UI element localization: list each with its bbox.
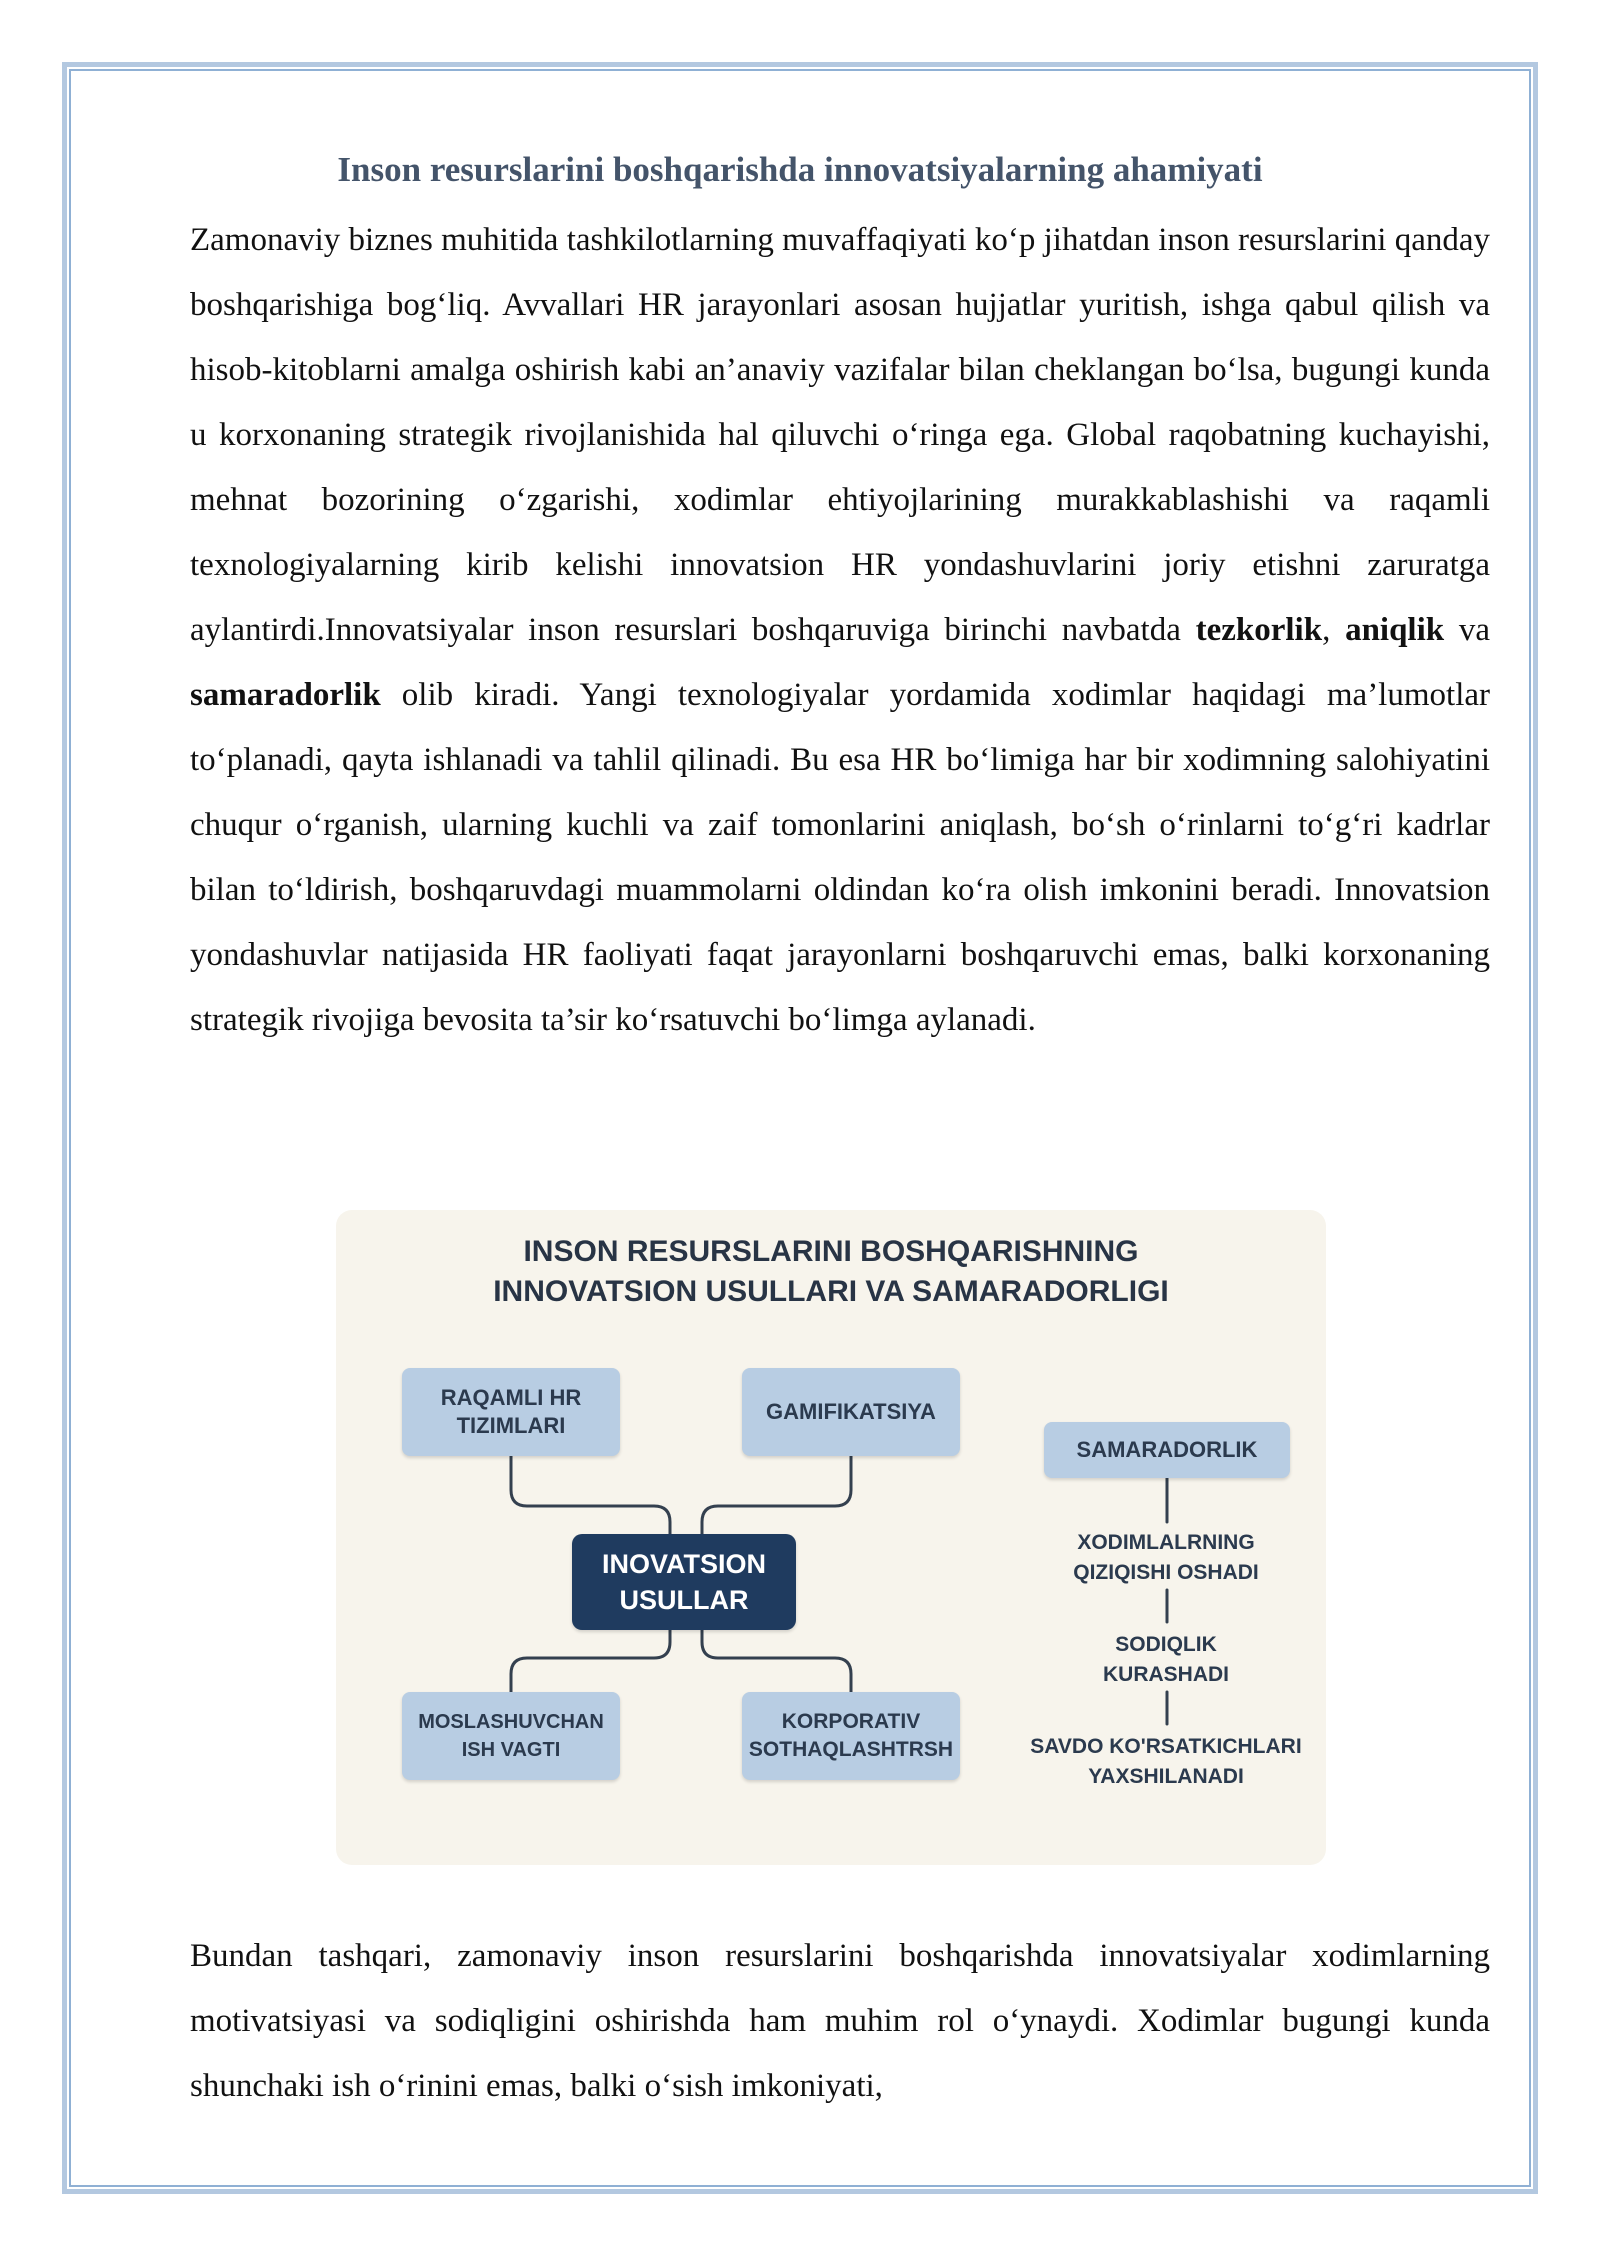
infographic-title-line1: INSON RESURSLARINI BOSHQARISHNING bbox=[523, 1235, 1139, 1268]
box-moslashuvchan bbox=[402, 1692, 620, 1780]
bold-term-samaradorlik: samaradorlik bbox=[190, 677, 381, 713]
infographic-title-line2: INNOVATSION USULLARI VA SAMARADORLIGI bbox=[493, 1275, 1169, 1308]
box-korporativ-line1: KORPORATIV bbox=[781, 1710, 921, 1733]
paragraph-intro-text: Zamonaviy biznes muhitida tashkilotlarning muvaffaqiyati ko‘p jihatdan inson resurslarini qanday boshqarishiga bog‘liq. Avvallari HR jarayonlari asosan hujjatlar yuritish, ishga qabul qilish va hisob-kitoblarni amalga oshirish kabi an’anaviy vazifalar bilan cheklangan bo‘lsa, bugungi kunda u korxonaning strategik rivojlanishida hal qiluvchi o‘ringa ega. Global raqobatning kuchayishi, mehnat bozorining o‘zgarishi, xodimlar ehtiyojlarining murakkablashishi va raqamli texnologiyalarning kirib kelishi innovatsion HR yondashuvlarini joriy etishni zaruratga aylantirdi.Innovatsiyalar inson resurslari boshqaruviga birinchi navbatda bbox=[190, 222, 1490, 648]
result-savdo-line1: SAVDO KO'RSATKICHLARI bbox=[1030, 1735, 1302, 1758]
bold-term-tezkorlik: tezkorlik bbox=[1195, 612, 1323, 648]
result-sodiqlik bbox=[996, 1630, 1336, 1690]
infographic-title bbox=[336, 1232, 1326, 1312]
paragraph-intro-text-continued: olib kiradi. Yangi texnologiyalar yordamida xodimlar haqidagi ma’lumotlar to‘planadi, qayta ishlanadi va tahlil qilinadi. Bu esa HR bo‘limiga har bir xodimning salohiyatini chuqur o‘rganish, ularning kuchli va zaif tomonlarini aniqlash, bo‘sh o‘rinlarni to‘g‘ri kadrlar bilan to‘ldirish, boshqaruvdagi muammolarni oldindan ko‘ra olish imkonini beradi. Innovatsion yondashuvlar natijasida HR faoliyati faqat jarayonlarni boshqaruvchi emas, balki korxonaning strategik rivojiga bevosita ta’sir ko‘rsatuvchi bo‘limga aylanadi. bbox=[190, 677, 1490, 1038]
result-savdo bbox=[996, 1732, 1336, 1792]
infographic-figure bbox=[336, 1210, 1326, 1865]
box-moslashuvchan-line2: ISH VAGTI bbox=[461, 1739, 561, 1761]
box-gamifikatsiya bbox=[742, 1368, 960, 1456]
box-inovatsion-usullar bbox=[572, 1534, 796, 1630]
box-center-line2: USULLAR bbox=[619, 1585, 749, 1615]
box-moslashuvchan-line1: MOSLASHUVCHAN bbox=[418, 1711, 604, 1733]
separator-comma: , bbox=[1322, 612, 1346, 648]
result-qiziqish bbox=[996, 1528, 1336, 1588]
box-samaradorlik-label: SAMARADORLIK bbox=[1076, 1437, 1258, 1462]
box-korporativ bbox=[742, 1692, 960, 1780]
result-qiziqish-line2: QIZIQISHI OSHADI bbox=[1073, 1561, 1259, 1584]
separator-va: va bbox=[1444, 612, 1491, 648]
box-raqamli-hr bbox=[402, 1368, 620, 1456]
result-savdo-line2: YAXSHILANADI bbox=[1088, 1765, 1244, 1788]
paragraph-continuation: Bundan tashqari, zamonaviy inson resurslarini boshqarishda innovatsiyalar xodimlarning motivatsiyasi va sodiqligini oshirishda ham muhim rol o‘ynaydi. Xodimlar bugungi kunda shunchaki ish o‘rinini emas, balki o‘sish imkoniyati, bbox=[190, 1938, 1490, 2104]
bold-term-aniqlik: aniqlik bbox=[1345, 612, 1445, 648]
paragraph-intro bbox=[190, 208, 1490, 1053]
result-sodiqlik-line1: SODIQLIK bbox=[1115, 1633, 1217, 1656]
box-samaradorlik bbox=[1044, 1422, 1290, 1478]
box-raqamli-hr-line2: TIZIMLARI bbox=[456, 1413, 566, 1438]
box-gamifikatsiya-label: GAMIFIKATSIYA bbox=[766, 1399, 936, 1424]
result-sodiqlik-line2: KURASHADI bbox=[1103, 1663, 1229, 1686]
result-qiziqish-line1: XODIMLALRNING bbox=[1077, 1531, 1255, 1554]
document-title: Inson resurslarini boshqarishda innovatsiyalarning ahamiyati bbox=[337, 150, 1263, 189]
box-korporativ-line2: SOTHAQLASHTRSH bbox=[748, 1738, 954, 1761]
box-center-line1: INOVATSION bbox=[601, 1549, 766, 1579]
box-raqamli-hr-line1: RAQAMLI HR bbox=[440, 1385, 582, 1410]
